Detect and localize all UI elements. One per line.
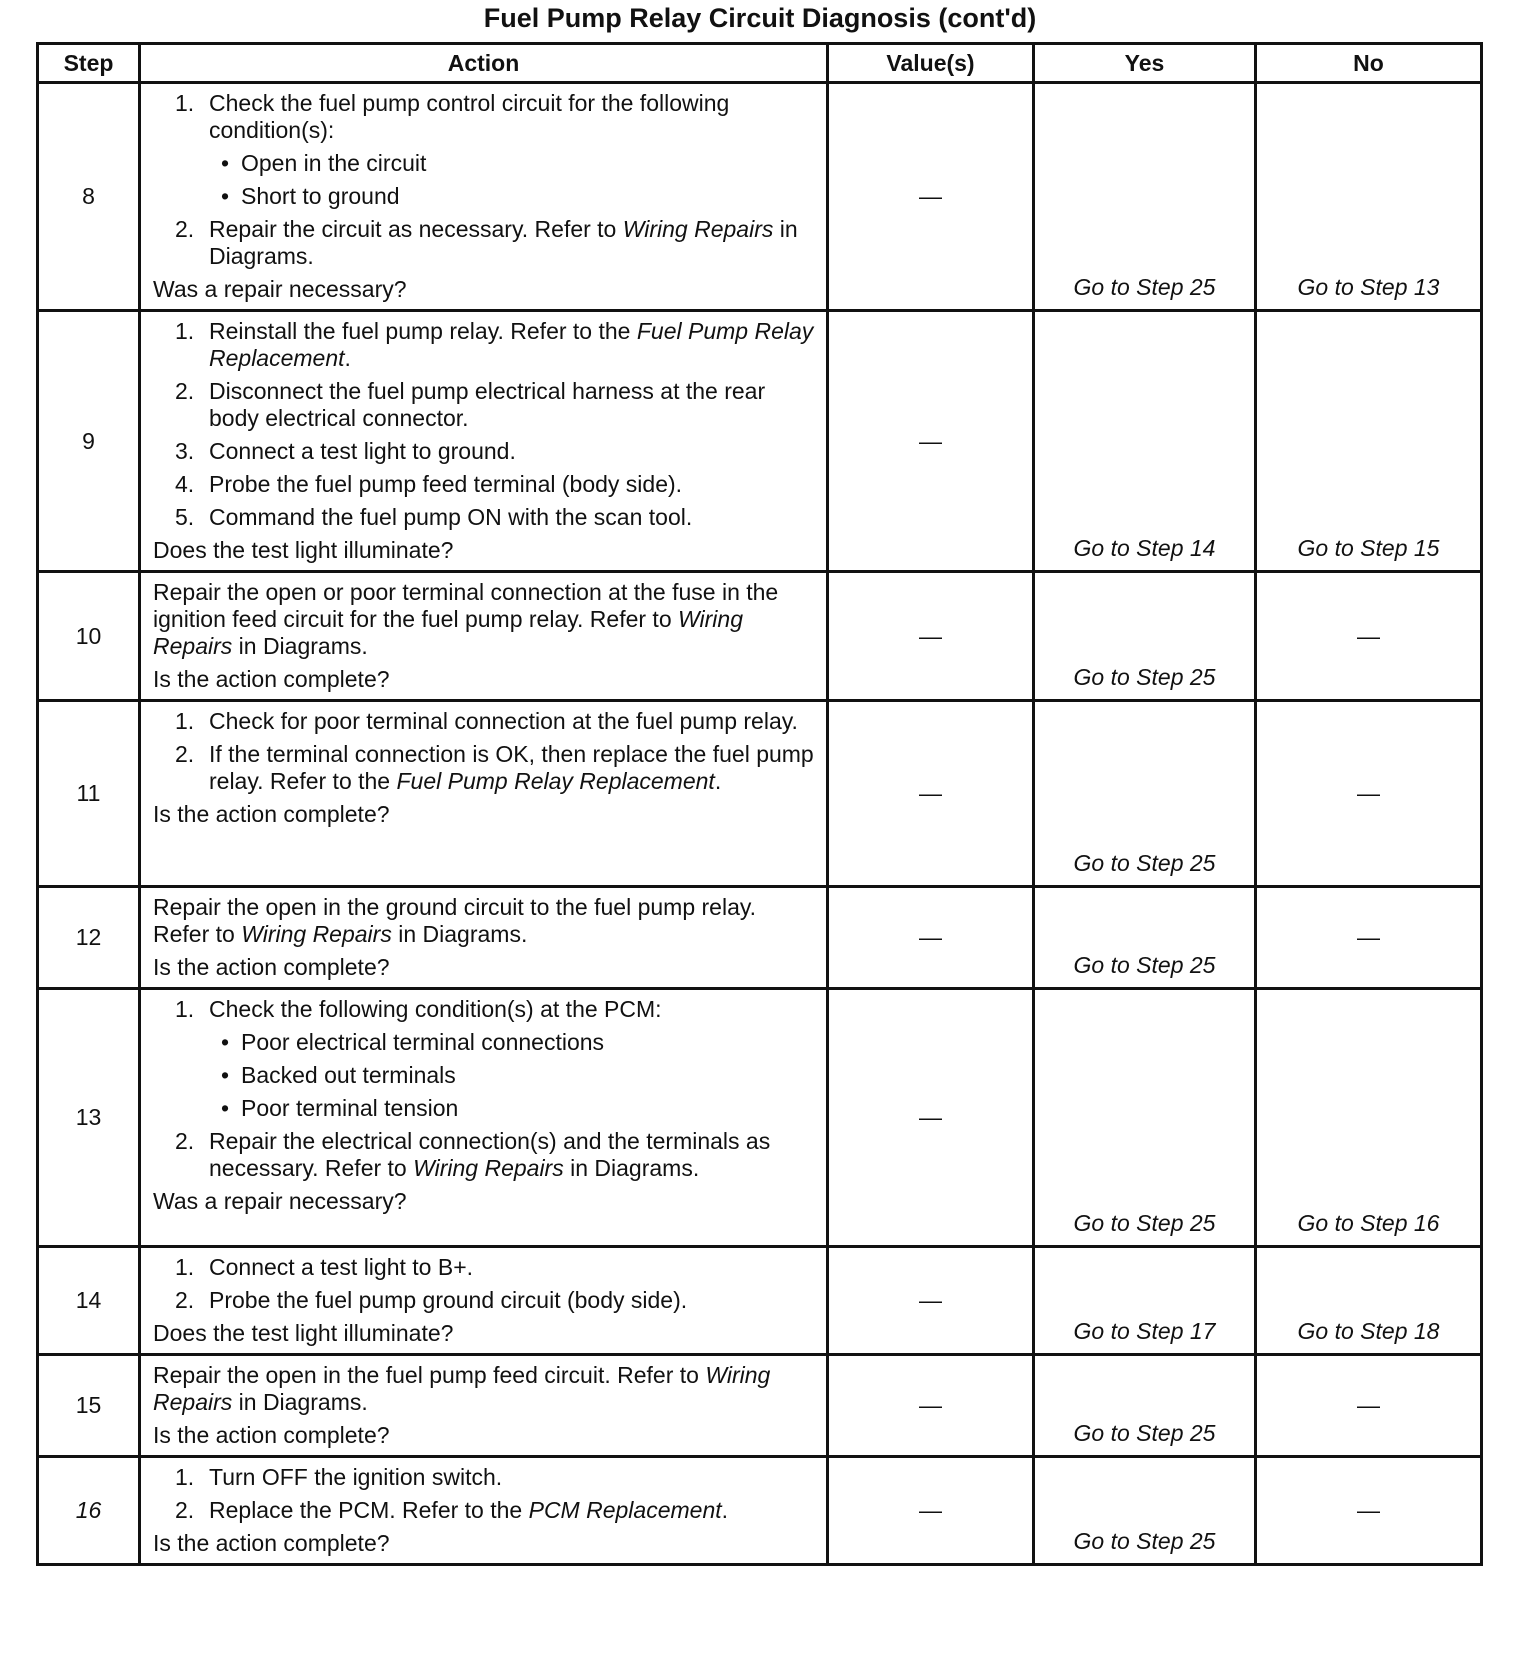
italic-reference: PCM Replacement [528, 1497, 722, 1523]
step-index: 2. [175, 1287, 195, 1313]
diagnosis-table [36, 42, 1483, 1566]
action-cell [140, 1247, 828, 1355]
step-number: 11 [38, 701, 140, 887]
step-number: 9 [38, 311, 140, 572]
value-cell: — [828, 887, 1034, 989]
step-text: Probe the fuel pump feed terminal (body side). [209, 471, 683, 497]
action-steps [153, 996, 816, 1182]
yes-cell: Go to Step 25 [1034, 701, 1256, 887]
step-number: 10 [38, 572, 140, 701]
action-question: Is the action complete? [153, 666, 390, 692]
condition-list [209, 150, 816, 210]
action-cell [140, 887, 828, 989]
value-cell: — [828, 989, 1034, 1247]
table-row [38, 83, 1482, 311]
step-index: 1. [175, 1464, 195, 1490]
action-step [153, 741, 816, 795]
table-row [38, 887, 1482, 989]
step-index: 2. [175, 741, 195, 767]
action-step [153, 1464, 816, 1491]
step-text: Reinstall the fuel pump relay. Refer to the Fuel Pump Relay Replacement. [209, 318, 814, 371]
step-number: 13 [38, 989, 140, 1247]
action-cell [140, 1457, 828, 1565]
action-question: Does the test light illuminate? [153, 537, 454, 563]
yes-cell: Go to Step 25 [1034, 1457, 1256, 1565]
action-steps [153, 708, 816, 795]
action-question: Is the action complete? [153, 1530, 390, 1556]
action-cell [140, 989, 828, 1247]
action-steps [153, 1464, 816, 1524]
action-question: Is the action complete? [153, 954, 390, 980]
no-cell: — [1256, 1355, 1482, 1457]
step-text: Repair the electrical connection(s) and the terminals as necessary. Refer to Wiring Repairs in Diagrams. [209, 1128, 771, 1181]
step-text: Probe the fuel pump ground circuit (body side). [209, 1287, 688, 1313]
step-index: 2. [175, 1497, 195, 1523]
value-cell: — [828, 572, 1034, 701]
step-text: Check the fuel pump control circuit for the following condition(s): [209, 90, 730, 143]
condition-item: • Open in the circuit [209, 150, 816, 177]
action-cell [140, 1355, 828, 1457]
italic-reference: Wiring Repairs [153, 606, 743, 659]
step-text: Command the fuel pump ON with the scan tool. [209, 504, 693, 530]
action-question: Is the action complete? [153, 801, 390, 827]
no-cell: Go to Step 18 [1256, 1247, 1482, 1355]
step-number: 16 [38, 1457, 140, 1565]
table-row [38, 1247, 1482, 1355]
table-row [38, 1355, 1482, 1457]
action-step [153, 1497, 816, 1524]
action-step [153, 378, 816, 432]
step-number: 15 [38, 1355, 140, 1457]
yes-cell: Go to Step 14 [1034, 311, 1256, 572]
step-index: 2. [175, 378, 195, 404]
step-index: 1. [175, 318, 195, 344]
no-cell: Go to Step 13 [1256, 83, 1482, 311]
action-cell [140, 572, 828, 701]
table-row [38, 989, 1482, 1247]
table-row [38, 701, 1482, 887]
value-cell: — [828, 311, 1034, 572]
step-number: 8 [38, 83, 140, 311]
value-cell: — [828, 1457, 1034, 1565]
table-row [38, 311, 1482, 572]
italic-reference: Wiring Repairs [153, 1362, 771, 1415]
italic-reference: Fuel Pump Relay Replacement [209, 318, 814, 371]
header-no: No [1256, 44, 1482, 83]
action-question: Does the test light illuminate? [153, 1320, 454, 1346]
table-header-row [38, 44, 1482, 83]
yes-cell: Go to Step 25 [1034, 572, 1256, 701]
action-step [153, 471, 816, 498]
action-steps [153, 318, 816, 531]
action-step [153, 1254, 816, 1281]
step-text: Connect a test light to B+. [209, 1254, 474, 1280]
no-cell: Go to Step 15 [1256, 311, 1482, 572]
step-index: 5. [175, 504, 195, 530]
no-cell: — [1256, 572, 1482, 701]
step-index: 3. [175, 438, 195, 464]
action-step [153, 996, 816, 1122]
action-paragraph: Repair the open in the ground circuit to the fuel pump relay. Refer to Wiring Repairs in Diagrams. [153, 894, 757, 947]
action-cell [140, 701, 828, 887]
action-step [153, 708, 816, 735]
header-step: Step [38, 44, 140, 83]
step-text: If the terminal connection is OK, then replace the fuel pump relay. Refer to the Fuel Pump Relay Replacement. [209, 741, 814, 794]
no-cell: — [1256, 701, 1482, 887]
value-cell: — [828, 701, 1034, 887]
action-question: Was a repair necessary? [153, 1188, 407, 1214]
condition-item: • Poor electrical terminal connections [209, 1029, 816, 1056]
step-index: 4. [175, 471, 195, 497]
step-number: 12 [38, 887, 140, 989]
action-question: Was a repair necessary? [153, 276, 407, 302]
step-index: 2. [175, 1128, 195, 1154]
yes-cell: Go to Step 25 [1034, 989, 1256, 1247]
action-step [153, 1287, 816, 1314]
yes-cell: Go to Step 17 [1034, 1247, 1256, 1355]
italic-reference: Fuel Pump Relay Replacement [396, 768, 715, 794]
step-text: Replace the PCM. Refer to the PCM Replacement. [209, 1497, 729, 1523]
action-step [153, 216, 816, 270]
table-row [38, 1457, 1482, 1565]
condition-item: • Backed out terminals [209, 1062, 816, 1089]
action-step [153, 90, 816, 210]
step-text: Check the following condition(s) at the PCM: [209, 996, 662, 1022]
action-steps [153, 90, 816, 270]
table-row [38, 572, 1482, 701]
condition-list [209, 1029, 816, 1122]
italic-reference: Wiring Repairs [241, 921, 392, 947]
no-cell: — [1256, 1457, 1482, 1565]
condition-item: • Short to ground [209, 183, 816, 210]
step-index: 1. [175, 90, 195, 116]
step-text: Connect a test light to ground. [209, 438, 516, 464]
action-paragraph: Repair the open or poor terminal connection at the fuse in the ignition feed circuit for the fuel pump relay. Refer to Wiring Repairs in Diagrams. [153, 579, 779, 659]
no-cell: — [1256, 887, 1482, 989]
italic-reference: Wiring Repairs [622, 216, 774, 242]
yes-cell: Go to Step 25 [1034, 887, 1256, 989]
step-index: 2. [175, 216, 195, 242]
action-step [153, 1128, 816, 1182]
step-text: Disconnect the fuel pump electrical harness at the rear body electrical connector. [209, 378, 766, 431]
value-cell: — [828, 1355, 1034, 1457]
action-step [153, 438, 816, 465]
action-cell [140, 311, 828, 572]
header-yes: Yes [1034, 44, 1256, 83]
yes-cell: Go to Step 25 [1034, 83, 1256, 311]
italic-reference: Wiring Repairs [413, 1155, 564, 1181]
page-title: Fuel Pump Relay Circuit Diagnosis (cont'd) [483, 3, 1037, 33]
condition-item: • Poor terminal tension [209, 1095, 816, 1122]
header-values: Value(s) [828, 44, 1034, 83]
value-cell: — [828, 1247, 1034, 1355]
step-text: Repair the circuit as necessary. Refer to Wiring Repairs in Diagrams. [209, 216, 798, 269]
action-step [153, 504, 816, 531]
yes-cell: Go to Step 25 [1034, 1355, 1256, 1457]
action-paragraph: Repair the open in the fuel pump feed circuit. Refer to Wiring Repairs in Diagrams. [153, 1362, 771, 1415]
table-body [38, 83, 1482, 1565]
step-index: 1. [175, 708, 195, 734]
action-steps [153, 1254, 816, 1314]
step-index: 1. [175, 996, 195, 1022]
step-index: 1. [175, 1254, 195, 1280]
action-cell [140, 83, 828, 311]
no-cell: Go to Step 16 [1256, 989, 1482, 1247]
step-number: 14 [38, 1247, 140, 1355]
action-question: Is the action complete? [153, 1422, 390, 1448]
step-text: Check for poor terminal connection at the fuel pump relay. [209, 708, 798, 734]
step-text: Turn OFF the ignition switch. [209, 1464, 503, 1490]
value-cell: — [828, 83, 1034, 311]
header-action: Action [140, 44, 828, 83]
action-step [153, 318, 816, 372]
